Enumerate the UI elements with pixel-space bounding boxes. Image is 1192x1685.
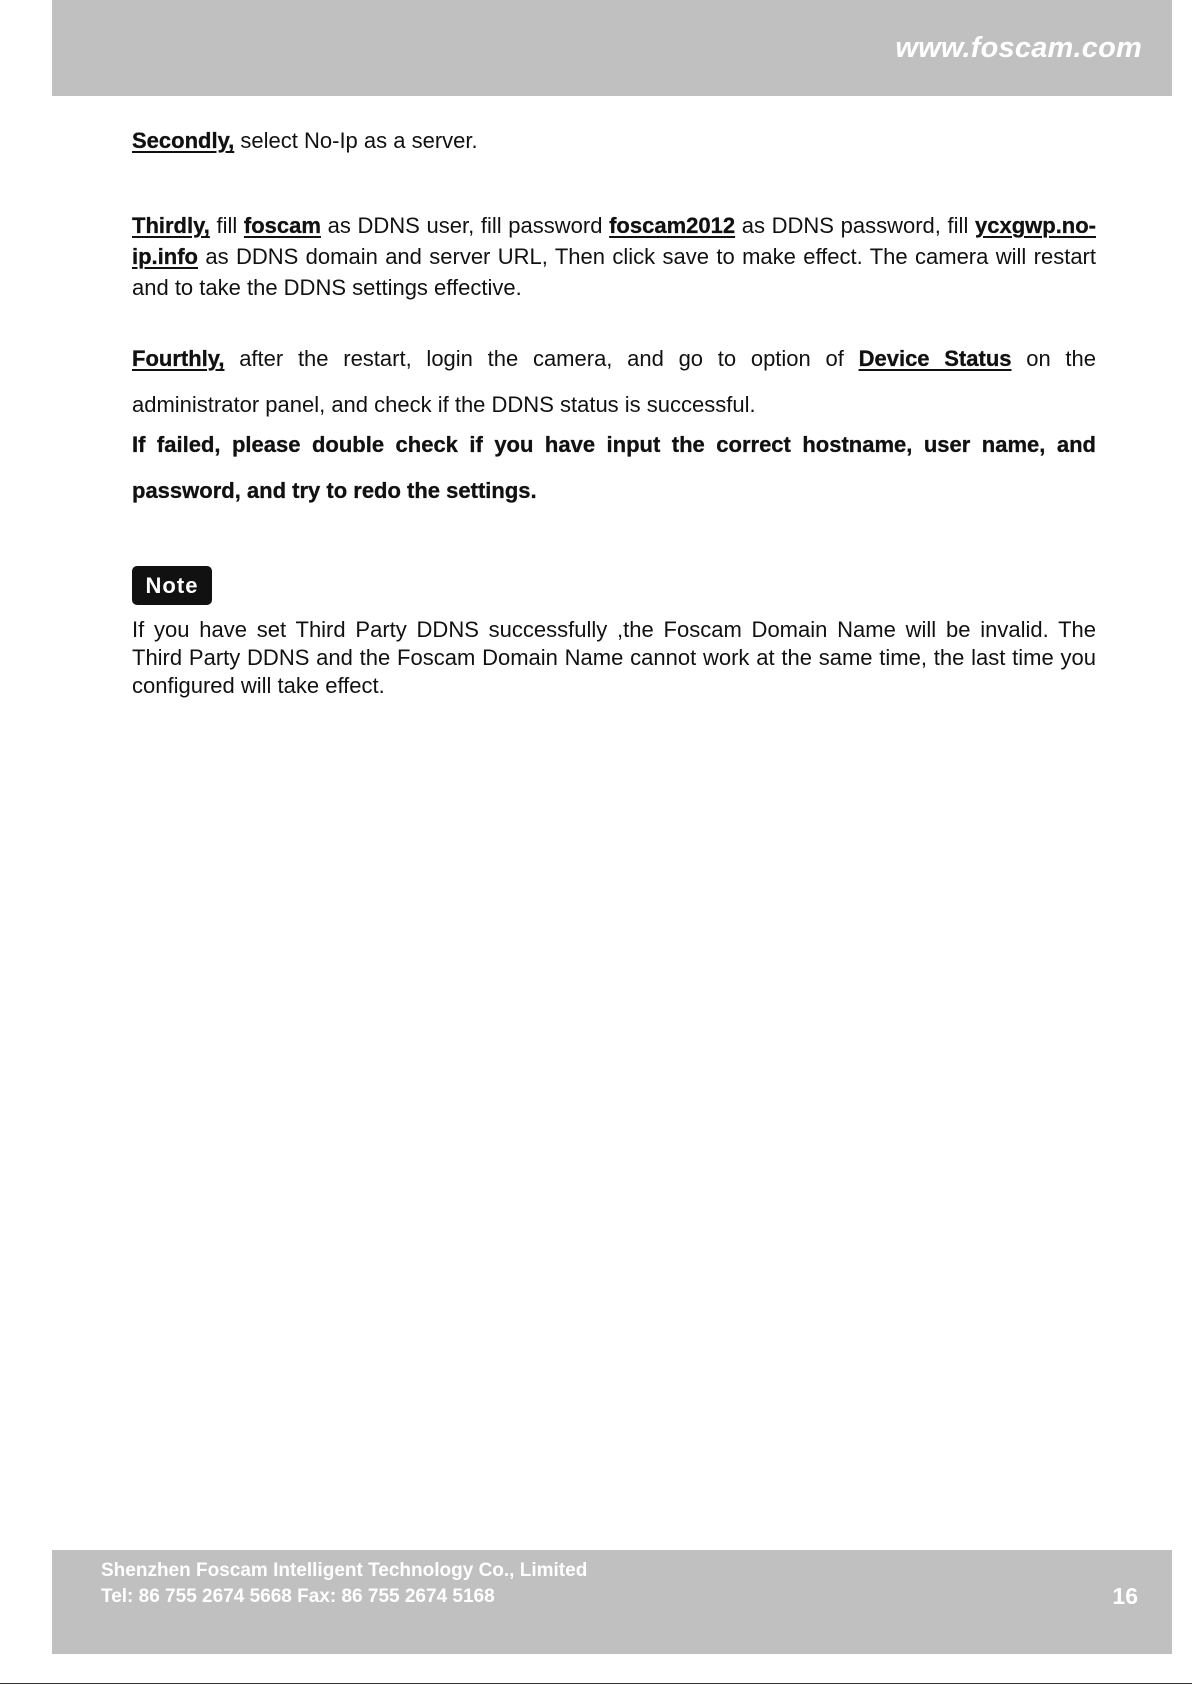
step-text: fill xyxy=(209,213,244,238)
step-keyword: Thirdly, xyxy=(132,213,210,238)
bottom-divider xyxy=(0,1683,1192,1684)
page-footer xyxy=(52,1550,1172,1654)
failed-warning: If failed, please double check if you have input the correct hostname, user name, and password, and try to redo the settings. xyxy=(132,432,1096,503)
step-thirdly xyxy=(132,210,1096,303)
step-keyword: Secondly, xyxy=(132,128,235,153)
header-website-url: www.foscam.com xyxy=(895,32,1142,64)
note-badge: Note xyxy=(132,566,212,605)
step-text: on the administrator panel, and check if the DDNS status is successful. xyxy=(132,346,1097,417)
note-text: If you have set Third Party DDNS successfully ,the Foscam Domain Name will be invalid. The Third Party DDNS and the Foscam Domain Name cannot work at the same time, the last time you configured will take effect. xyxy=(132,617,1096,698)
page-number: 16 xyxy=(1112,1583,1138,1609)
step-fourthly xyxy=(132,336,1096,428)
step-text: after the restart, login the camera, and go to option of xyxy=(224,346,859,371)
step-text: as DDNS user, fill password xyxy=(320,213,610,238)
device-status-option: Device Status xyxy=(858,346,1012,371)
step-text: as DDNS password, fill xyxy=(735,213,975,238)
page-header xyxy=(52,0,1172,96)
footer-company-name: Shenzhen Foscam Intelligent Technology Co., Limited xyxy=(101,1560,588,1581)
step-text: as DDNS domain and server URL, Then click save to make effect. The camera will restart and to take the DDNS settings effective. xyxy=(132,244,1096,300)
ddns-password-value: foscam2012 xyxy=(609,213,736,238)
step-secondly xyxy=(132,126,1096,156)
step-keyword: Fourthly, xyxy=(132,346,225,371)
ddns-user-value: foscam xyxy=(243,213,321,238)
step-text: select No-Ip as a server. xyxy=(234,128,478,153)
ddns-domain-value: ycxgwp.no-ip.info xyxy=(132,213,1097,269)
footer-contact-info: Tel: 86 755 2674 5668 Fax: 86 755 2674 5168 xyxy=(101,1586,495,1607)
